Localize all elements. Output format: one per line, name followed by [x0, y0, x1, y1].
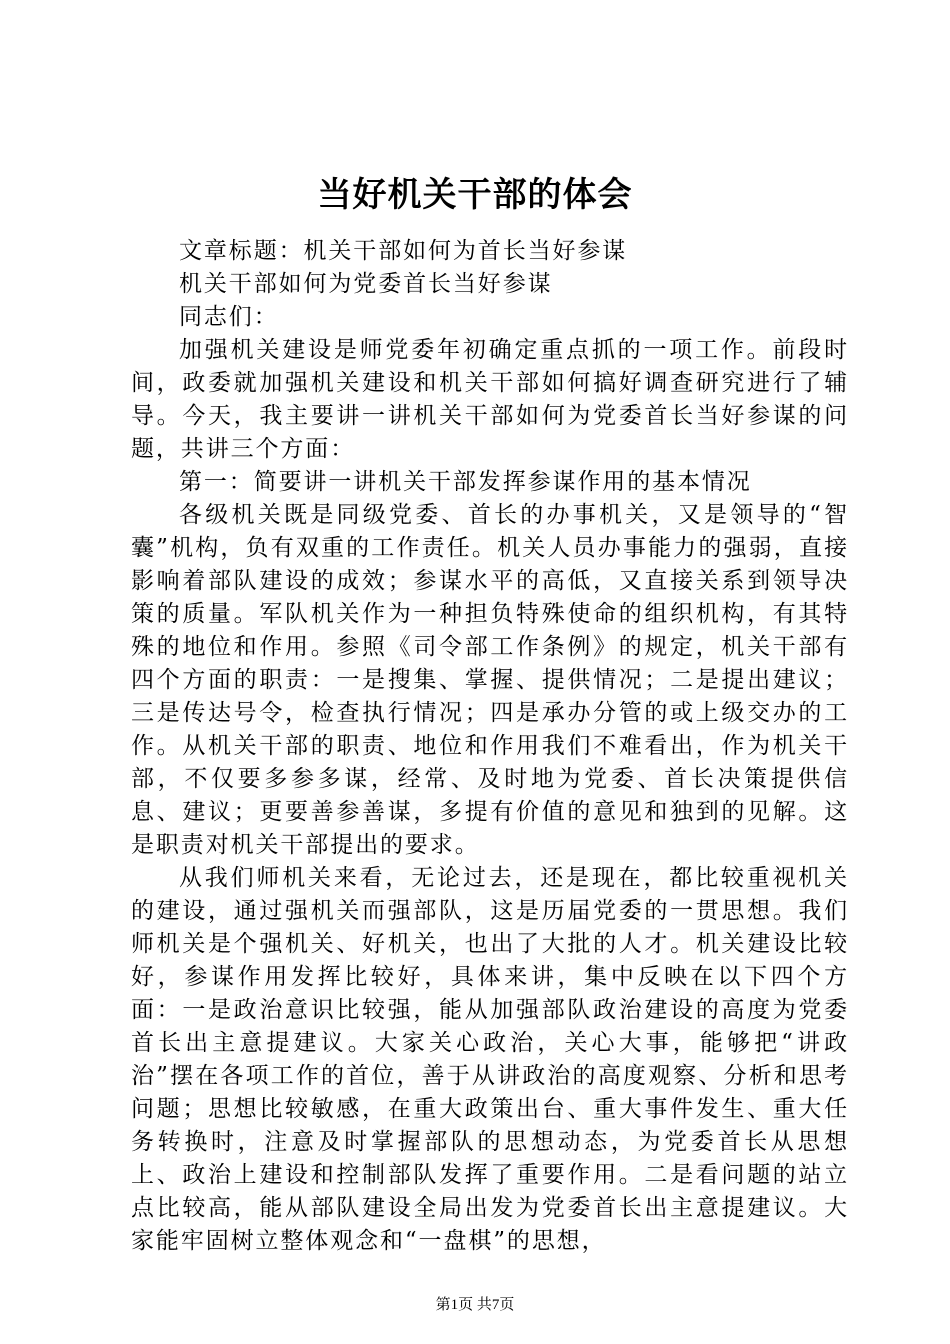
page-footer: 第1页 共7页	[435, 1297, 515, 1313]
document-body	[131, 235, 849, 1258]
page-title: 当好机关干部的体会	[317, 175, 633, 215]
section-heading: 第一：简要讲一讲机关干部发挥参谋作用的基本情况	[179, 469, 752, 495]
paragraph: 各级机关既是同级党委、首长的办事机关，又是领导的“智囊”机构，负有双重的工作责任。机关人员办事能力的强弱，直接影响着部队建设的成效；参谋水平的高低，又直接关系到领导决策的质量。军队机关作为一种担负特殊使命的组织机构，有其特殊的地位和作用。参照《司令部工作条例》的规定，机关干部有四个方面的职责：一是搜集、掌握、提供情况；二是提出建议；三是传达号令，检查执行情况；四是承办分管的或上级交办的工作。从机关干部的职责、地位和作用我们不难看出，作为机关干部，不仅要多参多谋，经常、及时地为党委、首长决策提供信息、建议；更要善参善谋，多提有价值的意见和独到的见解。这是职责对机关干部提出的要求。	[131, 502, 849, 858]
paragraph: 从我们师机关来看，无论过去，还是现在，都比较重视机关的建设，通过强机关而强部队，这是历届党委的一贯思想。我们师机关是个强机关、好机关，也出了大批的人才。机关建设比较好，参谋作用发挥比较好，具体来讲，集中反映在以下四个方面：一是政治意识比较强，能从加强部队政治建设的高度为党委首长出主意提建议。大家关心政治，关心大事，能够把“讲政治”摆在各项工作的首位，善于从讲政治的高度观察、分析和思考问题；思想比较敏感，在重大政策出台、重大事件发生、重大任务转换时，注意及时掌握部队的思想动态，为党委首长从思想上、政治上建设和控制部队发挥了重要作用。二是看问题的站立点比较高，能从部队建设全局出发为党委首长出主意提建议。大家能牢固树立整体观念和“一盘棋”的思想，	[131, 865, 849, 1254]
article-title-line: 文章标题：机关干部如何为首长当好参谋	[179, 238, 628, 264]
salutation: 同志们：	[179, 304, 279, 330]
subtitle-line: 机关干部如何为党委首长当好参谋	[179, 271, 553, 297]
paragraph: 加强机关建设是师党委年初确定重点抓的一项工作。前段时间，政委就加强机关建设和机关干部如何搞好调查研究进行了辅导。今天，我主要讲一讲机关干部如何为党委首长当好参谋的问题，共讲三个方面：	[131, 337, 849, 462]
